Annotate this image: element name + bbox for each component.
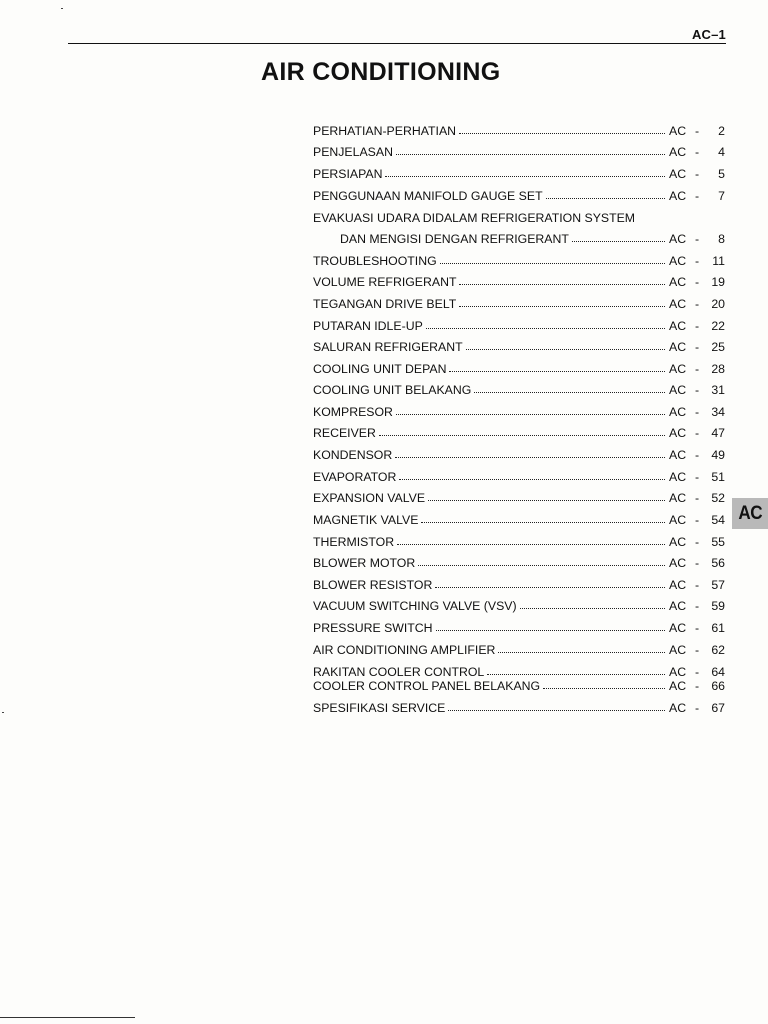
toc-entry-reference bbox=[669, 468, 725, 486]
toc-dot-leader bbox=[385, 175, 665, 177]
toc-entry bbox=[313, 446, 725, 464]
toc-entry-section: AC bbox=[669, 275, 687, 289]
toc-entry-reference bbox=[669, 122, 725, 140]
toc-entry-label: BLOWER MOTOR bbox=[313, 556, 416, 570]
toc-entry bbox=[313, 641, 725, 659]
toc-entry-label: KONDENSOR bbox=[313, 448, 393, 462]
toc-entry-page: 56 bbox=[711, 556, 725, 570]
toc-dot-leader bbox=[572, 240, 665, 242]
toc-dot-leader bbox=[379, 434, 665, 436]
toc-entry-section: AC bbox=[669, 167, 687, 181]
toc-entry-reference bbox=[669, 576, 725, 594]
section-thumb-tab bbox=[732, 498, 768, 529]
header-rule bbox=[68, 43, 726, 44]
toc-entry bbox=[313, 403, 725, 421]
toc-dot-leader bbox=[428, 499, 665, 501]
toc-entry-section: AC bbox=[669, 254, 687, 268]
toc-entry-page: 8 bbox=[718, 232, 725, 246]
toc-dot-leader bbox=[466, 348, 665, 350]
toc-entry-page: 2 bbox=[718, 124, 725, 138]
toc-dot-leader bbox=[448, 709, 665, 711]
toc-entry-section: AC bbox=[669, 297, 687, 311]
toc-entry-section: AC bbox=[669, 405, 687, 419]
toc-entry-separator: - bbox=[694, 383, 700, 397]
toc-entry-label: VOLUME REFRIGERANT bbox=[313, 275, 457, 289]
toc-entry bbox=[313, 424, 725, 442]
toc-entry-label: MAGNETIK VALVE bbox=[313, 513, 419, 527]
toc-entry-reference bbox=[669, 230, 725, 248]
page-title: AIR CONDITIONING bbox=[261, 58, 501, 86]
footer-rule bbox=[0, 1017, 135, 1018]
toc-entry bbox=[313, 699, 725, 717]
toc-entry-reference bbox=[669, 381, 725, 399]
toc-entry-section: AC bbox=[669, 426, 687, 440]
toc-entry-reference bbox=[669, 699, 725, 717]
toc-dot-leader bbox=[426, 327, 665, 329]
toc-entry-label: RAKITAN COOLER CONTROL bbox=[313, 665, 485, 679]
toc-entry-reference bbox=[669, 619, 725, 637]
toc-entry-separator: - bbox=[694, 405, 700, 419]
toc-dot-leader bbox=[440, 262, 665, 264]
toc-entry bbox=[313, 677, 725, 695]
toc-entry-reference bbox=[669, 533, 725, 551]
toc-dot-leader bbox=[459, 305, 665, 307]
toc-entry-separator: - bbox=[694, 426, 700, 440]
toc-entry bbox=[313, 597, 725, 615]
toc-entry-section: AC bbox=[669, 679, 687, 693]
toc-dot-leader bbox=[498, 651, 665, 653]
toc-entry bbox=[313, 295, 725, 313]
toc-entry bbox=[313, 619, 725, 637]
toc-entry-page: 64 bbox=[711, 665, 725, 679]
toc-entry-label: PERHATIAN-PERHATIAN bbox=[313, 124, 457, 138]
toc-entry-section: AC bbox=[669, 513, 687, 527]
toc-entry-label: SPESIFIKASI SERVICE bbox=[313, 701, 446, 715]
section-thumb-tab-label: AC bbox=[738, 502, 762, 524]
toc-entry-separator: - bbox=[694, 145, 700, 159]
toc-entry-separator: - bbox=[694, 679, 700, 693]
toc-entry-separator: - bbox=[694, 513, 700, 527]
toc-entry bbox=[313, 554, 725, 572]
toc-entry-label: COOLER CONTROL PANEL BELAKANG bbox=[313, 679, 541, 693]
toc-dot-leader bbox=[418, 564, 665, 566]
toc-entry-separator: - bbox=[694, 701, 700, 715]
toc-dot-leader bbox=[421, 521, 665, 523]
toc-entry-label: AIR CONDITIONING AMPLIFIER bbox=[313, 643, 496, 657]
toc-entry-separator: - bbox=[694, 275, 700, 289]
toc-entry-section: AC bbox=[669, 556, 687, 570]
toc-entry-label: VACUUM SWITCHING VALVE (VSV) bbox=[313, 599, 517, 613]
toc-entry-section: AC bbox=[669, 701, 687, 715]
toc-entry-section: AC bbox=[669, 124, 687, 138]
toc-entry-reference bbox=[669, 165, 725, 183]
toc-entry-page: 47 bbox=[711, 426, 725, 440]
toc-entry-label: BLOWER RESISTOR bbox=[313, 578, 433, 592]
toc-dot-leader bbox=[399, 478, 665, 480]
toc-entry-separator: - bbox=[694, 232, 700, 246]
toc-dot-leader bbox=[520, 607, 665, 609]
toc-entry-section: AC bbox=[669, 578, 687, 592]
toc-dot-leader bbox=[487, 673, 665, 675]
toc-entry-reference bbox=[669, 252, 725, 270]
toc-entry-page: 5 bbox=[718, 167, 725, 181]
toc-entry bbox=[313, 468, 725, 486]
toc-entry-page: 51 bbox=[711, 470, 725, 484]
toc-entry-separator: - bbox=[694, 556, 700, 570]
toc-entry-section: AC bbox=[669, 145, 687, 159]
toc-dot-leader bbox=[474, 391, 665, 393]
scan-speck bbox=[2, 712, 4, 713]
toc-entry-separator: - bbox=[694, 491, 700, 505]
toc-entry-label: EXPANSION VALVE bbox=[313, 491, 426, 505]
toc-entry bbox=[313, 252, 725, 270]
toc-entry-page: 4 bbox=[718, 145, 725, 159]
toc-entry-separator: - bbox=[694, 340, 700, 354]
toc-entry-section: AC bbox=[669, 599, 687, 613]
toc-entry-page: 11 bbox=[712, 254, 725, 268]
toc-entry-section: AC bbox=[669, 340, 687, 354]
toc-entry-section: AC bbox=[669, 319, 687, 333]
toc-entry bbox=[313, 273, 725, 291]
toc-entry-page: 55 bbox=[711, 535, 725, 549]
toc-entry bbox=[313, 360, 725, 378]
toc-entry-reference bbox=[669, 338, 725, 356]
toc-entry-page: 61 bbox=[711, 621, 725, 635]
toc-entry bbox=[313, 533, 725, 551]
toc-entry-page: 7 bbox=[718, 189, 725, 203]
toc-dot-leader bbox=[436, 629, 665, 631]
toc-entry bbox=[313, 489, 725, 507]
toc-dot-leader bbox=[449, 370, 665, 372]
toc-entry-page: 25 bbox=[711, 340, 725, 354]
toc-entry-reference bbox=[669, 446, 725, 464]
toc-entry-section: AC bbox=[669, 189, 687, 203]
toc-entry bbox=[313, 209, 725, 227]
toc-entry-page: 22 bbox=[711, 319, 725, 333]
toc-dot-leader bbox=[459, 132, 665, 134]
toc-entry-label: SALURAN REFRIGERANT bbox=[313, 340, 463, 354]
toc-entry-separator: - bbox=[694, 189, 700, 203]
toc-entry-reference bbox=[669, 489, 725, 507]
toc-dot-leader bbox=[435, 586, 665, 588]
toc-dot-leader bbox=[396, 413, 665, 415]
toc-entry-separator: - bbox=[694, 124, 700, 138]
toc-entry-page: 28 bbox=[711, 362, 725, 376]
toc-dot-leader bbox=[395, 456, 665, 458]
toc-entry-reference bbox=[669, 597, 725, 615]
toc-entry-label: PENJELASAN bbox=[313, 145, 393, 159]
toc-entry-label: EVAPORATOR bbox=[313, 470, 397, 484]
toc-entry bbox=[313, 230, 725, 248]
page-number: AC–1 bbox=[691, 27, 726, 42]
toc-entry-separator: - bbox=[694, 578, 700, 592]
toc-entry-reference bbox=[669, 641, 725, 659]
toc-entry-separator: - bbox=[694, 319, 700, 333]
toc-entry-label: RECEIVER bbox=[313, 426, 376, 440]
toc-dot-leader bbox=[459, 283, 665, 285]
toc-entry-section: AC bbox=[669, 362, 687, 376]
toc-entry-label: PENGGUNAAN MANIFOLD GAUGE SET bbox=[313, 189, 543, 203]
toc-entry-reference bbox=[669, 511, 725, 529]
toc-entry-separator: - bbox=[694, 297, 700, 311]
toc-entry-label: PRESSURE SWITCH bbox=[313, 621, 433, 635]
toc-entry-reference bbox=[669, 143, 725, 161]
toc-entry-page: 62 bbox=[711, 643, 725, 657]
toc-entry-page: 67 bbox=[711, 701, 725, 715]
toc-entry-section: AC bbox=[669, 621, 687, 635]
toc-entry-reference bbox=[669, 403, 725, 421]
toc-entry-reference bbox=[669, 424, 725, 442]
toc-entry-label: COOLING UNIT BELAKANG bbox=[313, 383, 472, 397]
toc-entry-section: AC bbox=[669, 448, 687, 462]
toc-entry-reference bbox=[669, 295, 725, 313]
toc-entry-page: 19 bbox=[711, 275, 725, 289]
toc-entry-label: TEGANGAN DRIVE BELT bbox=[313, 297, 457, 311]
toc-entry-section: AC bbox=[669, 643, 687, 657]
toc-entry bbox=[313, 143, 725, 161]
toc-entry-label: TROUBLESHOOTING bbox=[313, 254, 437, 268]
toc-entry-separator: - bbox=[694, 643, 700, 657]
toc-entry-page: 52 bbox=[711, 491, 725, 505]
toc-entry-page: 34 bbox=[711, 405, 725, 419]
toc-dot-leader bbox=[396, 153, 665, 155]
toc-entry-label: COOLING UNIT DEPAN bbox=[313, 362, 447, 376]
toc-entry-separator: - bbox=[694, 362, 700, 376]
toc-entry bbox=[313, 511, 725, 529]
toc-entry-separator: - bbox=[694, 621, 700, 635]
toc-entry-section: AC bbox=[669, 665, 687, 679]
toc-entry-reference bbox=[669, 273, 725, 291]
toc-entry-reference bbox=[669, 360, 725, 378]
toc-entry-reference bbox=[669, 317, 725, 335]
toc-dot-leader bbox=[397, 543, 665, 545]
toc-entry-section: AC bbox=[669, 470, 687, 484]
toc-entry bbox=[313, 187, 725, 205]
toc-entry-section: AC bbox=[669, 383, 687, 397]
toc-entry-separator: - bbox=[694, 254, 700, 268]
toc-entry-reference bbox=[669, 677, 725, 695]
toc-entry-page: 49 bbox=[711, 448, 725, 462]
toc-entry-page: 54 bbox=[711, 513, 725, 527]
toc-entry-separator: - bbox=[694, 665, 700, 679]
toc-entry-label: PERSIAPAN bbox=[313, 167, 383, 181]
toc-entry bbox=[313, 576, 725, 594]
toc-dot-leader bbox=[546, 197, 665, 199]
toc-entry-separator: - bbox=[694, 470, 700, 484]
toc-entry-page: 59 bbox=[711, 599, 725, 613]
toc-entry-page: 57 bbox=[711, 578, 725, 592]
toc-entry-section: AC bbox=[669, 535, 687, 549]
toc-entry-label: KOMPRESOR bbox=[313, 405, 393, 419]
toc-entry-separator: - bbox=[694, 599, 700, 613]
toc-entry-separator: - bbox=[694, 167, 700, 181]
toc-entry bbox=[313, 122, 725, 140]
toc-entry-section: AC bbox=[669, 491, 687, 505]
toc-entry-page: 66 bbox=[711, 679, 725, 693]
toc-entry bbox=[313, 338, 725, 356]
toc-entry-separator: - bbox=[694, 535, 700, 549]
toc-entry bbox=[313, 317, 725, 335]
toc-entry-page: 20 bbox=[711, 297, 725, 311]
toc-entry-label: EVAKUASI UDARA DIDALAM REFRIGERATION SYSTEM bbox=[313, 211, 636, 225]
toc-entry-label: DAN MENGISI DENGAN REFRIGERANT bbox=[340, 232, 569, 246]
toc-entry-separator: - bbox=[694, 448, 700, 462]
toc-entry-reference bbox=[669, 187, 725, 205]
toc-entry-reference bbox=[669, 554, 725, 572]
toc-entry bbox=[313, 165, 725, 183]
toc-entry-section: AC bbox=[669, 232, 687, 246]
toc-entry-page: 31 bbox=[711, 383, 725, 397]
toc-entry-label: THERMISTOR bbox=[313, 535, 395, 549]
scan-speck bbox=[61, 8, 63, 9]
toc-entry-label: PUTARAN IDLE-UP bbox=[313, 319, 423, 333]
toc-dot-leader bbox=[543, 687, 665, 689]
toc-entry bbox=[313, 381, 725, 399]
